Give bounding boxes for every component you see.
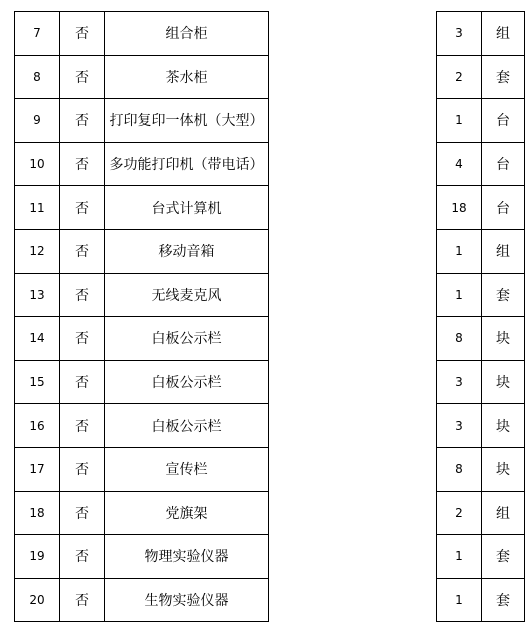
row-number-cell: 12 xyxy=(15,229,60,273)
flag-cell: 否 xyxy=(60,360,105,404)
flag-cell: 否 xyxy=(60,99,105,143)
table-row xyxy=(437,55,525,99)
item-name-cell: 白板公示栏 xyxy=(105,360,269,404)
row-number-cell: 16 xyxy=(15,404,60,448)
quantity-cell: 1 xyxy=(437,578,482,622)
table-row xyxy=(437,447,525,491)
unit-cell: 块 xyxy=(482,360,525,404)
item-name-cell: 物理实验仪器 xyxy=(105,535,269,579)
quantity-cell: 3 xyxy=(437,404,482,448)
quantity-cell: 3 xyxy=(437,12,482,56)
flag-cell: 否 xyxy=(60,404,105,448)
flag-cell: 否 xyxy=(60,142,105,186)
table-row xyxy=(437,229,525,273)
unit-cell: 组 xyxy=(482,229,525,273)
unit-cell: 台 xyxy=(482,99,525,143)
flag-cell: 否 xyxy=(60,447,105,491)
table-row xyxy=(15,142,269,186)
table-row xyxy=(437,404,525,448)
table-row xyxy=(15,186,269,230)
quantity-cell: 3 xyxy=(437,360,482,404)
table-row xyxy=(15,317,269,361)
table-row xyxy=(15,404,269,448)
item-name-cell: 党旗架 xyxy=(105,491,269,535)
table-row xyxy=(437,360,525,404)
quantity-cell: 1 xyxy=(437,273,482,317)
table-row xyxy=(437,578,525,622)
quantity-cell: 2 xyxy=(437,55,482,99)
row-number-cell: 9 xyxy=(15,99,60,143)
flag-cell: 否 xyxy=(60,12,105,56)
item-table-left-body xyxy=(15,12,269,622)
table-row xyxy=(437,317,525,361)
item-name-cell: 台式计算机 xyxy=(105,186,269,230)
table-row xyxy=(15,99,269,143)
flag-cell: 否 xyxy=(60,273,105,317)
row-number-cell: 11 xyxy=(15,186,60,230)
unit-cell: 块 xyxy=(482,404,525,448)
quantity-cell: 1 xyxy=(437,535,482,579)
quantity-cell: 1 xyxy=(437,99,482,143)
item-name-cell: 组合柜 xyxy=(105,12,269,56)
quantity-cell: 8 xyxy=(437,317,482,361)
unit-cell: 块 xyxy=(482,317,525,361)
table-row xyxy=(437,12,525,56)
flag-cell: 否 xyxy=(60,491,105,535)
table-row xyxy=(15,360,269,404)
unit-cell: 套 xyxy=(482,578,525,622)
item-name-cell: 多功能打印机（带电话） xyxy=(105,142,269,186)
flag-cell: 否 xyxy=(60,186,105,230)
item-name-cell: 移动音箱 xyxy=(105,229,269,273)
row-number-cell: 13 xyxy=(15,273,60,317)
row-number-cell: 20 xyxy=(15,578,60,622)
item-name-cell: 无线麦克风 xyxy=(105,273,269,317)
item-table-left xyxy=(14,11,269,622)
flag-cell: 否 xyxy=(60,578,105,622)
row-number-cell: 17 xyxy=(15,447,60,491)
flag-cell: 否 xyxy=(60,535,105,579)
table-row xyxy=(437,186,525,230)
row-number-cell: 10 xyxy=(15,142,60,186)
unit-cell: 套 xyxy=(482,535,525,579)
table-row xyxy=(15,273,269,317)
table-row xyxy=(15,12,269,56)
flag-cell: 否 xyxy=(60,229,105,273)
table-row xyxy=(15,578,269,622)
quantity-cell: 1 xyxy=(437,229,482,273)
table-row xyxy=(437,491,525,535)
quantity-cell: 8 xyxy=(437,447,482,491)
unit-cell: 块 xyxy=(482,447,525,491)
row-number-cell: 18 xyxy=(15,491,60,535)
item-name-cell: 白板公示栏 xyxy=(105,317,269,361)
row-number-cell: 19 xyxy=(15,535,60,579)
item-table-right-body xyxy=(437,12,525,622)
table-row xyxy=(15,535,269,579)
quantity-cell: 4 xyxy=(437,142,482,186)
table-row xyxy=(15,55,269,99)
unit-cell: 套 xyxy=(482,273,525,317)
row-number-cell: 8 xyxy=(15,55,60,99)
item-name-cell: 白板公示栏 xyxy=(105,404,269,448)
quantity-cell: 18 xyxy=(437,186,482,230)
item-name-cell: 打印复印一体机（大型） xyxy=(105,99,269,143)
table-row xyxy=(15,229,269,273)
table-row xyxy=(437,142,525,186)
item-name-cell: 宣传栏 xyxy=(105,447,269,491)
table-row xyxy=(15,491,269,535)
item-name-cell: 生物实验仪器 xyxy=(105,578,269,622)
flag-cell: 否 xyxy=(60,317,105,361)
unit-cell: 组 xyxy=(482,491,525,535)
row-number-cell: 7 xyxy=(15,12,60,56)
row-number-cell: 14 xyxy=(15,317,60,361)
table-row xyxy=(437,535,525,579)
row-number-cell: 15 xyxy=(15,360,60,404)
item-name-cell: 茶水柜 xyxy=(105,55,269,99)
flag-cell: 否 xyxy=(60,55,105,99)
unit-cell: 台 xyxy=(482,186,525,230)
unit-cell: 组 xyxy=(482,12,525,56)
table-row xyxy=(437,273,525,317)
quantity-cell: 2 xyxy=(437,491,482,535)
unit-cell: 套 xyxy=(482,55,525,99)
table-row xyxy=(437,99,525,143)
table-row xyxy=(15,447,269,491)
unit-cell: 台 xyxy=(482,142,525,186)
item-table-right xyxy=(436,11,525,622)
